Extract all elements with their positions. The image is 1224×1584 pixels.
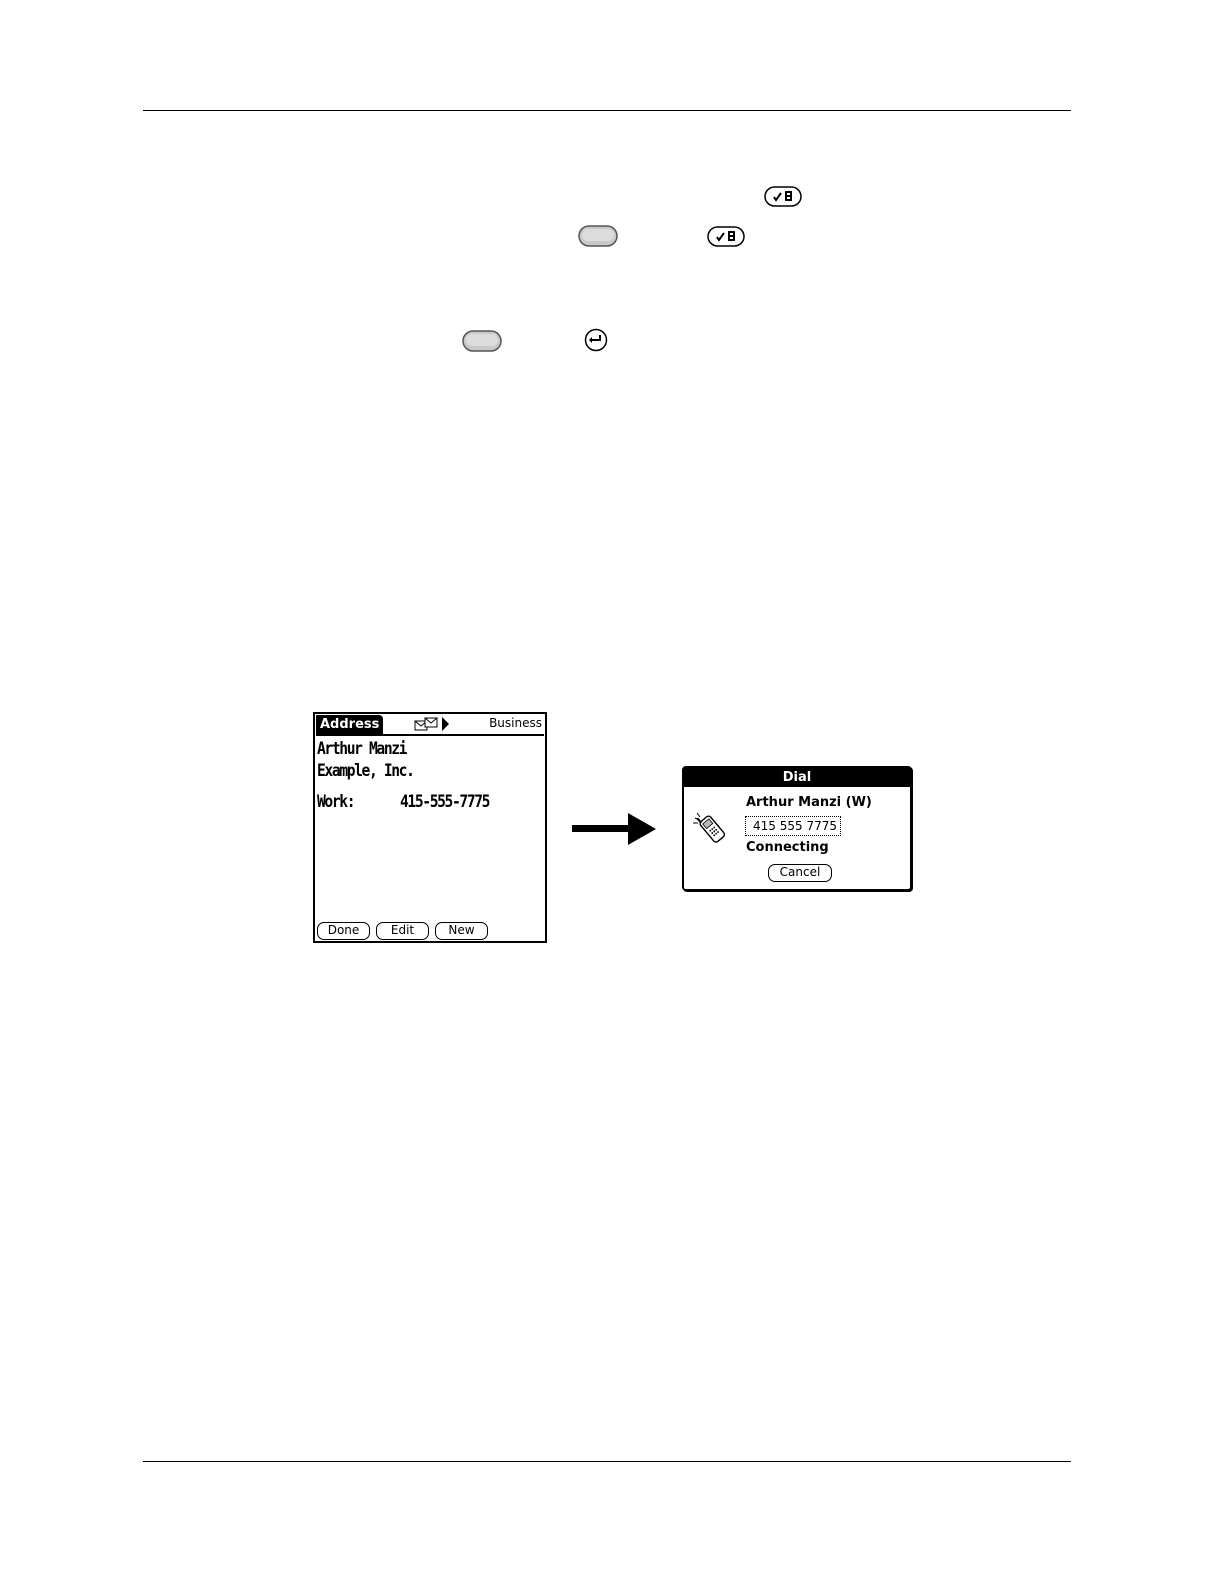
right-arrow-icon xyxy=(572,812,658,846)
category-label[interactable]: Business xyxy=(489,716,542,730)
work-phone-number[interactable]: 415-555-7775 xyxy=(400,792,490,812)
edit-button[interactable]: Edit xyxy=(376,922,429,940)
dial-contact-name: Arthur Manzi (W) xyxy=(746,795,872,810)
enter-key-icon xyxy=(584,328,608,352)
application-button-icon xyxy=(462,330,502,352)
application-button-icon xyxy=(578,225,618,247)
contact-name: Arthur Manzi xyxy=(317,739,407,759)
dial-number-field[interactable]: 415 555 7775 xyxy=(745,816,841,836)
footer-rule xyxy=(143,1461,1071,1462)
done-button[interactable]: Done xyxy=(317,922,370,940)
contact-company: Example, Inc. xyxy=(317,761,414,781)
address-record-screen xyxy=(313,712,547,943)
title-underline xyxy=(316,734,544,736)
beam-record-icon[interactable] xyxy=(413,716,451,732)
dial-hard-key-icon xyxy=(764,186,802,207)
dial-hard-key-icon xyxy=(707,226,745,247)
app-title-tab: Address xyxy=(316,715,383,734)
dial-dialog xyxy=(682,766,912,891)
dial-status: Connecting xyxy=(746,840,829,855)
cancel-button[interactable]: Cancel xyxy=(768,864,832,882)
mobile-phone-icon xyxy=(692,810,730,844)
header-rule xyxy=(143,110,1071,111)
work-label: Work: xyxy=(317,792,355,812)
new-button[interactable]: New xyxy=(435,922,488,940)
dialog-title: Dial xyxy=(684,768,910,787)
